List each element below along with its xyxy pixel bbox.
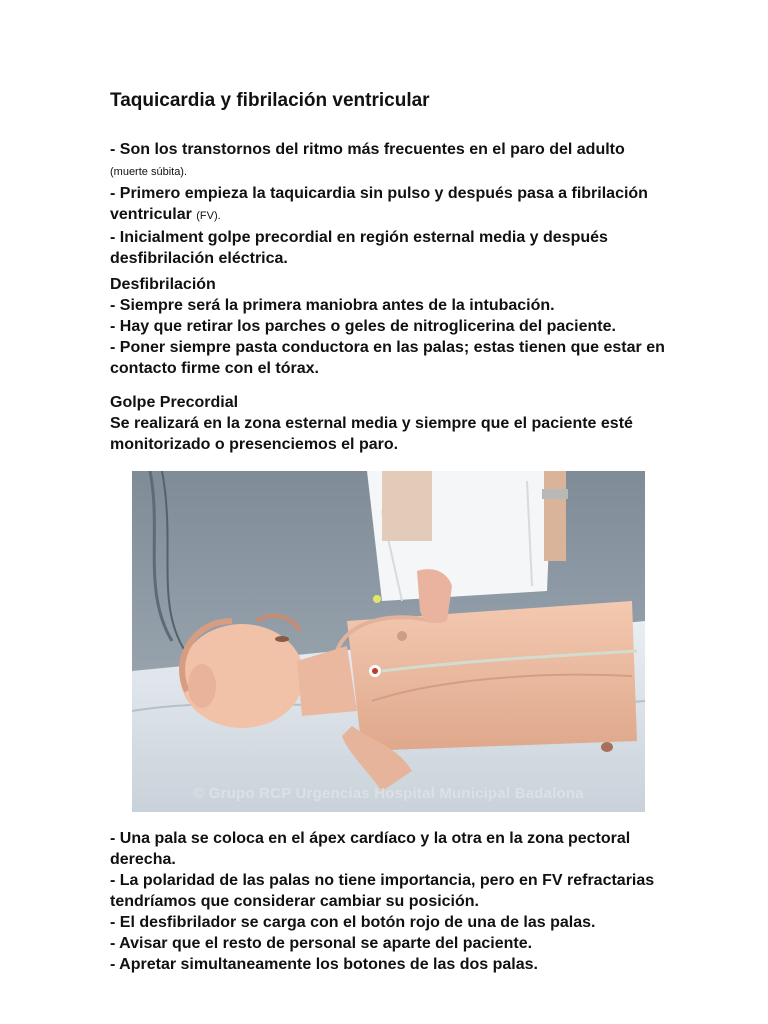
photo-watermark: © Grupo RCP Urgencias Hospital Municipal Badalona [193,785,584,802]
desfibrilacion-section [110,274,690,379]
intro-line-3: - Inicialment golpe precordial en región esternal media y después desfibrilación eléctrica. [110,229,608,267]
intro-line-1-text: - Son los transtornos del ritmo más frecuentes en el paro del adulto [110,141,625,158]
intro-section [110,139,690,269]
intro-line-1 [110,139,690,183]
palas-item: - El desfibrilador se carga con el botón rojo de una de las palas. [110,914,596,931]
palas-item: - Avisar que el resto de personal se aparte del paciente. [110,935,533,952]
golpe-heading: Golpe Precordial [110,394,239,411]
palas-section [110,828,690,975]
cpr-mannequin-photo [132,471,645,812]
palas-item: - Una pala se coloca en el ápex cardíaco y la otra en la zona pectoral derecha. [110,830,631,868]
intro-line-2 [110,183,690,227]
intro-line-2-note: (FV). [196,210,221,222]
page-title: Taquicardia y fibrilación ventricular [110,90,430,111]
desfibrilacion-item: - Hay que retirar los parches o geles de nitroglicerina del paciente. [110,318,616,335]
intro-line-2-text: - Primero empieza la taquicardia sin pulso y después pasa a fibrilación ventricular [110,185,648,223]
desfibrilacion-item: - Poner siempre pasta conductora en las palas; estas tienen que estar en contacto firme con el tórax. [110,339,665,377]
palas-item: - Apretar simultaneamente los botones de las dos palas. [110,956,538,973]
desfibrilacion-item: - Siempre será la primera maniobra antes de la intubación. [110,297,555,314]
golpe-precordial-section [110,392,690,455]
photo-illustration [132,471,645,812]
intro-line-1-note: (muerte súbita). [110,166,188,178]
golpe-text: Se realizará en la zona esternal media y siempre que el paciente esté monitorizado o presenciemos el paro. [110,415,633,453]
palas-item: - La polaridad de las palas no tiene importancia, pero en FV refractarias tendríamos que considerar cambiar su posición. [110,872,655,910]
desfibrilacion-heading: Desfibrilación [110,276,216,293]
